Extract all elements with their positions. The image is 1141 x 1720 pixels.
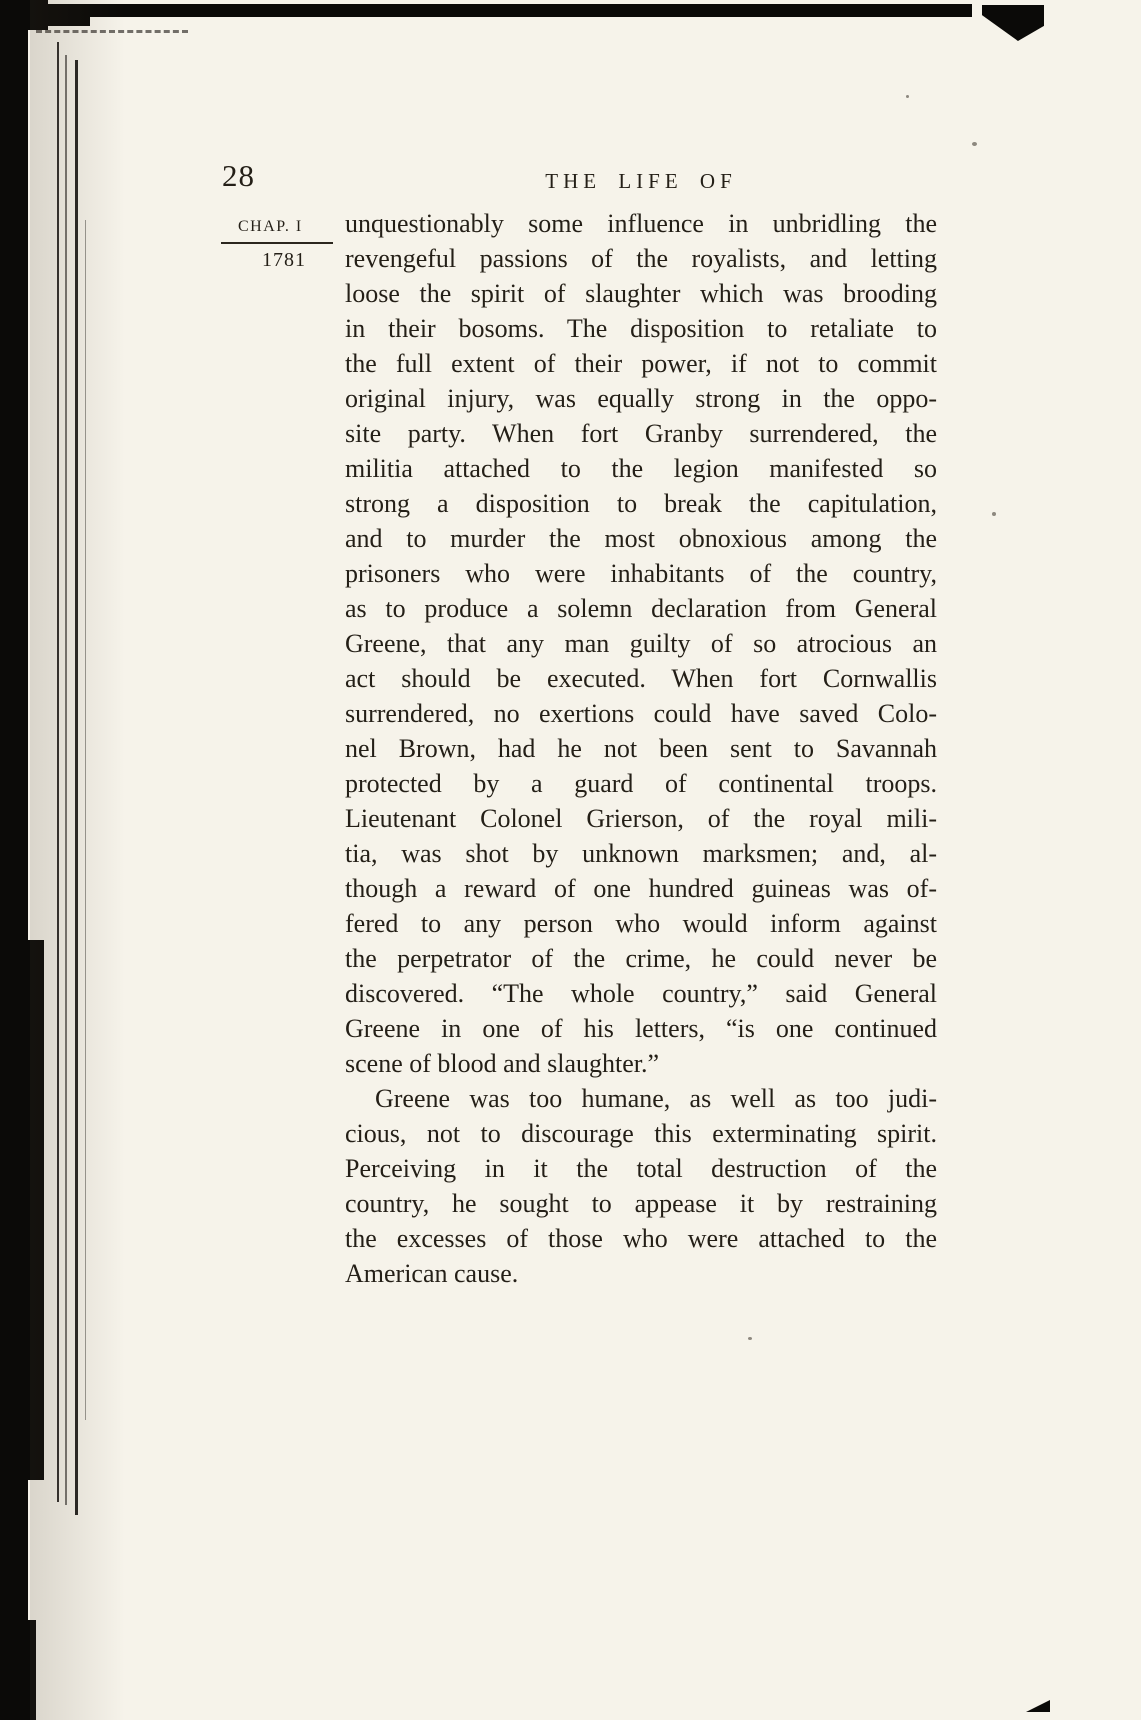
text-line: as to produce a solemn declaration from General [345,594,937,623]
text-line: the perpetrator of the crime, he could never be [345,944,937,973]
text-line: protected by a guard of continental troops. [345,769,937,798]
scan-artifact-gutter-line [65,55,67,1505]
scan-artifact-speck [972,142,977,146]
paragraph [345,1081,937,1291]
text-line: the full extent of their power, if not to commit [345,349,937,378]
scan-artifact-gutter-line [57,42,59,1502]
text-line: act should be executed. When fort Cornwallis [345,664,937,693]
text-line: though a reward of one hundred guineas was of- [345,874,937,903]
scan-artifact-gutter-line [75,60,78,1515]
text-line: nel Brown, had he not been sent to Savannah [345,734,937,763]
scan-artifact-speck [906,95,909,98]
text-line: militia attached to the legion manifested so [345,454,937,483]
text-line: American cause. [345,1259,519,1288]
paragraph [345,206,937,1081]
text-line: Lieutenant Colonel Grierson, of the royal mili- [345,804,937,833]
text-line: revengeful passions of the royalists, and letting [345,244,937,273]
text-line: tia, was shot by unknown marksmen; and, al- [345,839,937,868]
text-line: Perceiving in it the total destruction of the [345,1154,937,1183]
running-head: THE LIFE OF [545,169,737,193]
chapter-margin-rule [221,242,333,244]
text-line: prisoners who were inhabitants of the country, [345,559,937,588]
scan-artifact-bottom-right-mark [1026,1700,1050,1712]
text-line: Greene, that any man guilty of so atrocious an [345,629,937,658]
text-line: fered to any person who would inform against [345,909,937,938]
scan-artifact-speck [992,512,996,516]
text-line: in their bosoms. The disposition to retaliate to [345,314,937,343]
text-line: discovered. “The whole country,” said General [345,979,937,1008]
text-line: the excesses of those who were attached to the [345,1224,937,1253]
year-margin-note: 1781 [262,249,306,271]
text-line: site party. When fort Granby surrendered, the [345,419,937,448]
scan-artifact-gutter-line [85,220,86,1420]
text-line: strong a disposition to break the capitulation, [345,489,937,518]
scan-artifact-top-right-wedge [982,5,1044,41]
text-line: and to murder the most obnoxious among the [345,524,937,553]
text-line: loose the spirit of slaughter which was brooding [345,279,937,308]
text-line: original injury, was equally strong in the oppo- [345,384,937,413]
scan-artifact-speck [748,1337,752,1340]
text-line: surrendered, no exertions could have saved Colo- [345,699,937,728]
text-line: country, he sought to appease it by restraining [345,1189,937,1218]
chapter-margin-note: CHAP. I [238,218,303,235]
text-line: scene of blood and slaughter.” [345,1049,660,1078]
text-line: cious, not to discourage this exterminating spirit. [345,1119,937,1148]
body-text [345,206,937,1291]
text-line: Greene was too humane, as well as too judi- [375,1084,937,1113]
page-number: 28 [222,158,255,193]
scan-artifact-top-edge-bar [20,4,972,17]
text-line: Greene in one of his letters, “is one continued [345,1014,937,1043]
text-line: unquestionably some influence in unbridling the [345,209,937,238]
